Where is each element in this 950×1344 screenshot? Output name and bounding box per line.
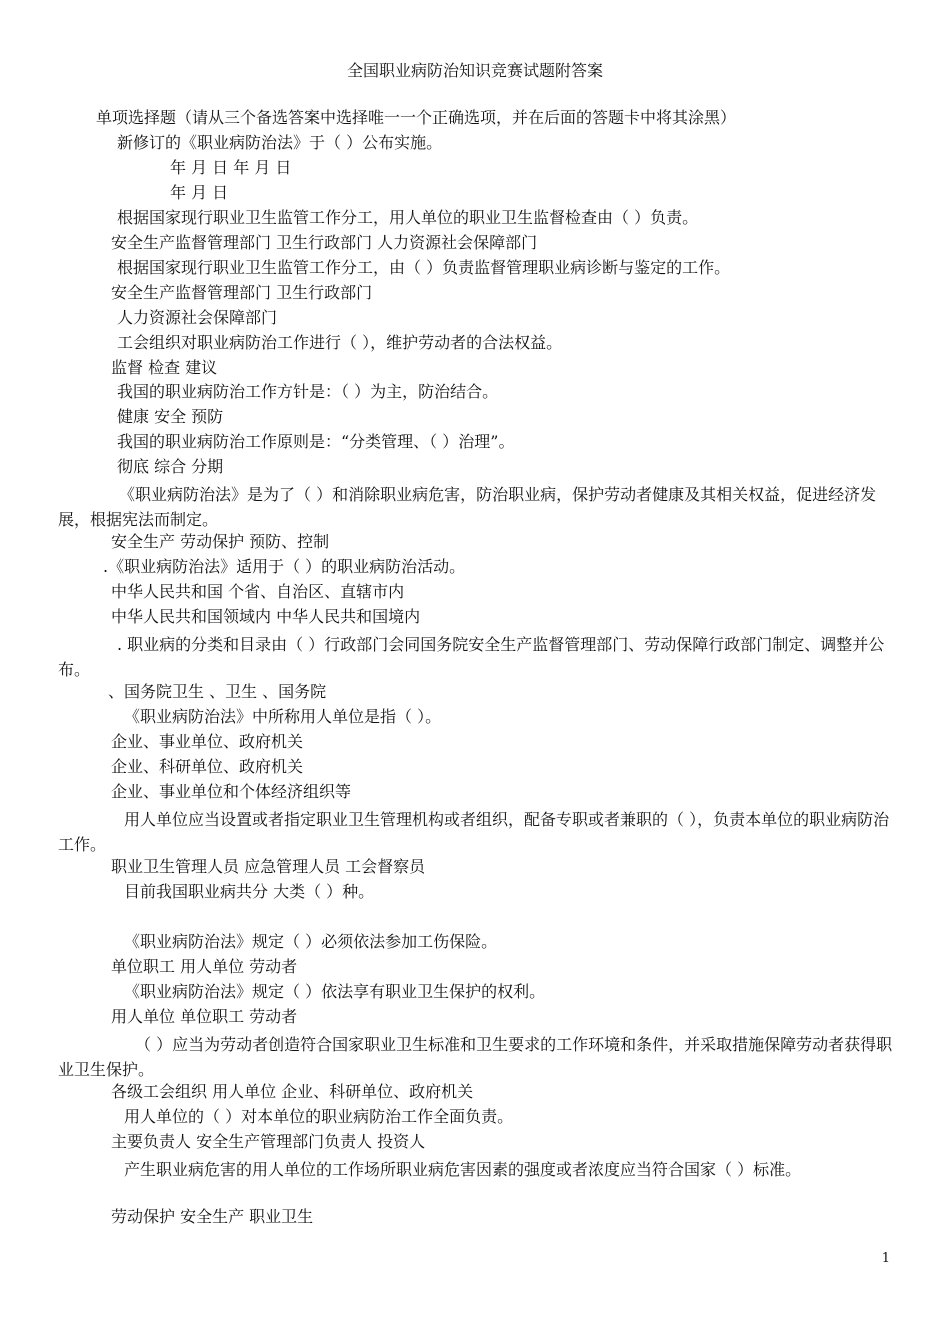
- question-text: 《职业病防治法》规定（ ）必须依法参加工伤保险。: [124, 932, 498, 951]
- question-text: 我国的职业病防治工作原则是：“分类管理、（ ）治理”。: [117, 432, 515, 451]
- answer-options: 中华人民共和国 个省、自治区、直辖市内: [111, 582, 405, 601]
- answer-options: 安全生产监督管理部门 卫生行政部门: [111, 283, 373, 302]
- question-text: .《职业病防治法》适用于（ ）的职业病防治活动。: [103, 557, 466, 576]
- question-text: . 职业病的分类和目录由（ ）行政部门会同国务院安全生产监督管理部门、劳动保障行政部门制定、调整并公布。: [58, 635, 885, 679]
- answer-options: 企业、科研单位、政府机关: [111, 757, 304, 776]
- answer-options: 彻底 综合 分期: [117, 457, 224, 476]
- answer-options: 人力资源社会保障部门: [117, 308, 278, 327]
- question-text: 产生职业病危害的用人单位的工作场所职业病危害因素的强度或者浓度应当符合国家（ ）标准。: [124, 1160, 802, 1179]
- answer-options: 监督 检查 建议: [111, 358, 218, 377]
- section-heading: 单项选择题（请从三个备选答案中选择唯一一个正确选项，并在后面的答题卡中将其涂黑）: [96, 108, 737, 127]
- answer-options: 中华人民共和国领域内 中华人民共和国境内: [111, 607, 421, 626]
- answer-options: 安全生产 劳动保护 预防、控制: [111, 532, 330, 551]
- answer-options: 职业卫生管理人员 应急管理人员 工会督察员: [111, 857, 426, 876]
- answer-options: 安全生产监督管理部门 卫生行政部门 人力资源社会保障部门: [111, 233, 538, 252]
- answer-options: 单位职工 用人单位 劳动者: [111, 957, 298, 976]
- answer-options: 企业、事业单位、政府机关: [111, 732, 304, 751]
- answer-options: 劳动保护 安全生产 职业卫生: [111, 1207, 314, 1226]
- answer-options: 企业、事业单位和个体经济组织等: [111, 782, 352, 801]
- answer-options: 、国务院卫生 、卫生 、国务院: [108, 682, 327, 701]
- question-text: 目前我国职业病共分 大类（ ）种。: [124, 882, 375, 901]
- question-text: 新修订的《职业病防治法》于（ ）公布实施。: [117, 133, 443, 152]
- answer-options: 健康 安全 预防: [117, 407, 224, 426]
- page-number: 1: [881, 1251, 890, 1266]
- question-text: 用人单位应当设置或者指定职业卫生管理机构或者组织，配备专职或者兼职的（ ），负责本单位的职业病防治工作。: [58, 810, 890, 854]
- answer-options: 主要负责人 安全生产管理部门负责人 投资人: [111, 1132, 426, 1151]
- answer-options: 年 月 日 年 月 日: [170, 158, 292, 177]
- question-text: 我国的职业病防治工作方针是：（ ）为主，防治结合。: [117, 382, 499, 401]
- answer-options: 各级工会组织 用人单位 企业、科研单位、政府机关: [111, 1082, 474, 1101]
- question-text: 根据国家现行职业卫生监管工作分工，用人单位的职业卫生监督检查由（ ）负责。: [117, 208, 699, 227]
- answer-options: 年 月 日: [170, 183, 229, 202]
- question-text: 用人单位的（ ）对本单位的职业病防治工作全面负责。: [124, 1107, 514, 1126]
- answer-options: 用人单位 单位职工 劳动者: [111, 1007, 298, 1026]
- question-text: 工会组织对职业病防治工作进行（ ），维护劳动者的合法权益。: [117, 333, 563, 352]
- question-text: 根据国家现行职业卫生监管工作分工，由（ ）负责监督管理职业病诊断与鉴定的工作。: [117, 258, 731, 277]
- question-text: （ ）应当为劳动者创造符合国家职业卫生标准和卫生要求的工作环境和条件，并采取措施保障劳动者获得职业卫生保护。: [58, 1035, 893, 1079]
- question-text: 《职业病防治法》中所称用人单位是指（ ）。: [124, 707, 442, 726]
- question-text: 《职业病防治法》是为了（ ）和消除职业病危害，防治职业病，保护劳动者健康及其相关权益，促进经济发展，根据宪法而制定。: [58, 485, 877, 529]
- question-text: 《职业病防治法》规定（ ）依法享有职业卫生保护的权利。: [124, 982, 546, 1001]
- document-title: 全国职业病防治知识竞赛试题附答案: [346, 61, 603, 80]
